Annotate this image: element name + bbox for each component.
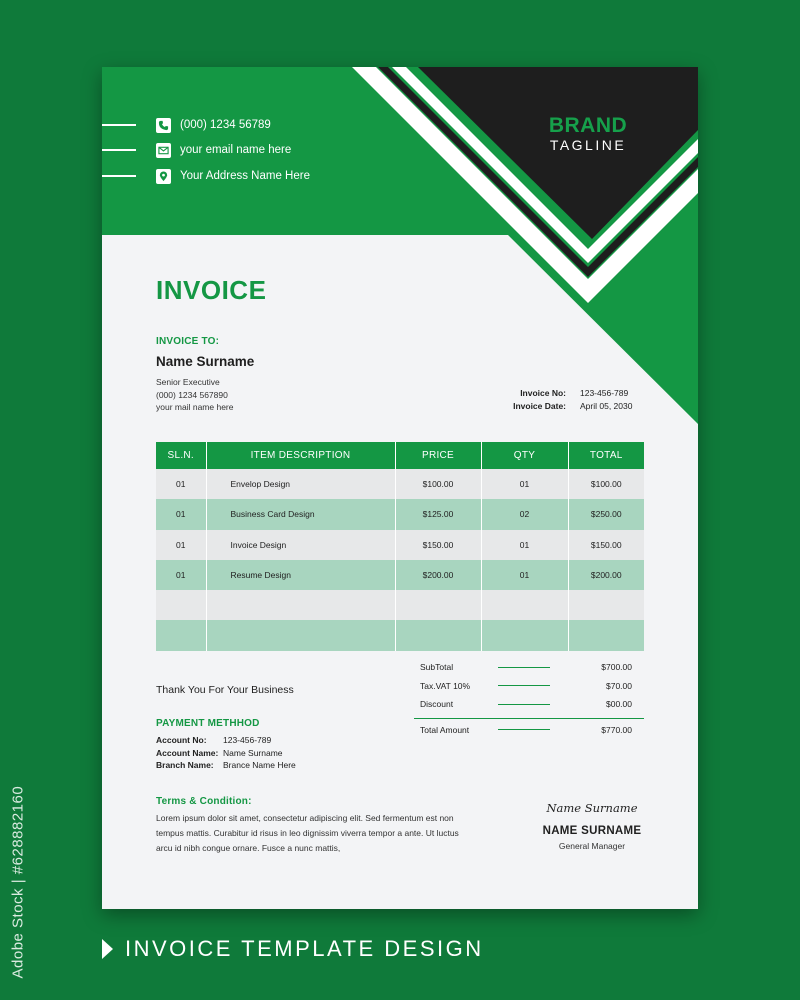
contact-email-text: your email name here (180, 144, 292, 156)
column-header-sl: SL.N. (156, 442, 206, 469)
brand-name: BRAND (548, 114, 628, 137)
client-details (156, 376, 233, 414)
column-header-total: TOTAL (568, 442, 644, 469)
table-row-empty (156, 590, 644, 620)
branch-name-row (156, 759, 296, 772)
invoice-date-value: April 05, 2030 (580, 401, 633, 411)
cell-description: Business Card Design (206, 499, 395, 529)
terms-text: Lorem ipsum dolor sit amet, consectetur adipiscing elit. Sed fermentum est non tempus mattis. Curabitur id risus in leo dignissim viverra tempor a ante. Ut luctus arcu id nibh congue ornare. Fusce a nunc mattis, (156, 813, 459, 853)
subtotal-row (414, 658, 644, 677)
totals-leader-line (498, 667, 550, 668)
chevron-right-icon (102, 939, 113, 959)
cell-sl: 01 (156, 560, 206, 590)
cell-total: $250.00 (568, 499, 644, 529)
invoice-title: INVOICE (156, 275, 267, 305)
cell-sl: 01 (156, 469, 206, 499)
tax-row (414, 677, 644, 696)
account-name-row (156, 747, 296, 760)
cell-description: Envelop Design (206, 469, 395, 499)
account-number-row (156, 734, 296, 747)
total-amount-row (414, 721, 644, 740)
total-amount-value: $770.00 (601, 724, 632, 735)
contact-dash (102, 149, 136, 151)
location-pin-icon (156, 169, 171, 184)
brand-tagline: TAGLINE (549, 137, 627, 153)
column-header-qty: QTY (481, 442, 568, 469)
signature-script: Name Surname (546, 801, 638, 815)
contact-phone (102, 116, 271, 134)
subtotal-label: SubTotal (420, 662, 454, 673)
invoice-number-row (502, 387, 632, 400)
payment-method-title: PAYMENT METHHOD (156, 718, 260, 729)
thank-you-message: Thank You For Your Business (156, 684, 294, 696)
totals-leader-line (498, 685, 550, 686)
invoice-page (102, 67, 698, 909)
account-name-label: Account Name: (156, 747, 219, 758)
caption-text: INVOICE TEMPLATE DESIGN (125, 936, 484, 961)
subtotal-value: $700.00 (601, 662, 632, 673)
cell-price: $125.00 (395, 499, 481, 529)
stock-watermark-text: Adobe Stock | #628882160 (9, 785, 27, 979)
payment-details (156, 734, 296, 772)
contact-address-text: Your Address Name Here (180, 170, 310, 182)
table-row (156, 530, 644, 560)
table-row-empty (156, 620, 644, 650)
tax-label: Tax.VAT 10% (420, 680, 471, 691)
total-amount-label: Total Amount (420, 724, 470, 735)
phone-icon (156, 118, 171, 133)
cell-qty: 02 (481, 499, 568, 529)
account-name-value: Name Surname (223, 747, 283, 758)
tax-value: $70.00 (606, 680, 632, 691)
cell-total: $200.00 (568, 560, 644, 590)
invoice-to-label: INVOICE TO: (156, 336, 220, 347)
totals-divider (414, 718, 644, 719)
branch-name-value: Brance Name Here (223, 760, 296, 770)
account-number-value: 123-456-789 (223, 735, 272, 745)
invoice-meta (502, 387, 632, 413)
account-number-label: Account No: (156, 735, 207, 745)
invoice-number-value: 123-456-789 (580, 388, 629, 398)
client-position: Senior Executive (156, 377, 220, 387)
discount-row (414, 695, 644, 714)
stock-watermark (6, 760, 28, 990)
totals-leader-line (498, 704, 550, 705)
cell-sl: 01 (156, 530, 206, 560)
table-row (156, 499, 644, 529)
items-table (156, 442, 644, 651)
invoice-date-label: Invoice Date: (513, 401, 566, 411)
signatory-role: General Manager (558, 841, 626, 851)
client-email: your mail name here (156, 402, 234, 412)
cell-price: $150.00 (395, 530, 481, 560)
cell-qty: 01 (481, 560, 568, 590)
totals-summary (414, 658, 644, 739)
signature-block (532, 801, 652, 851)
contact-dash (102, 175, 136, 177)
mail-icon (156, 143, 171, 158)
column-header-description: ITEM DESCRIPTION (206, 442, 395, 469)
template-caption (102, 936, 484, 962)
invoice-number-label: Invoice No: (520, 388, 566, 398)
client-phone: (000) 1234 567890 (156, 389, 228, 400)
branch-name-label: Branch Name: (156, 760, 214, 770)
cell-price: $100.00 (395, 469, 481, 499)
table-row (156, 469, 644, 499)
discount-label: Discount (420, 699, 454, 710)
terms-title: Terms & Condition: (156, 796, 252, 807)
signatory-name: NAME SURNAME (542, 825, 642, 837)
table-header-row (156, 442, 644, 469)
discount-value: $00.00 (606, 699, 632, 710)
cell-description: Invoice Design (206, 530, 395, 560)
cell-description: Resume Design (206, 560, 395, 590)
cell-qty: 01 (481, 530, 568, 560)
cell-sl: 01 (156, 499, 206, 529)
cell-total: $100.00 (568, 469, 644, 499)
totals-leader-line (498, 729, 550, 730)
contact-email (102, 141, 291, 159)
brand-logo (538, 115, 638, 153)
table-row (156, 560, 644, 590)
cell-price: $200.00 (395, 560, 481, 590)
contact-dash (102, 124, 136, 126)
invoice-date-row (502, 400, 632, 413)
column-header-price: PRICE (395, 442, 481, 469)
cell-qty: 01 (481, 469, 568, 499)
contact-address (102, 167, 310, 185)
contact-phone-text: (000) 1234 56789 (180, 119, 271, 131)
client-name: Name Surname (156, 354, 255, 369)
cell-total: $150.00 (568, 530, 644, 560)
